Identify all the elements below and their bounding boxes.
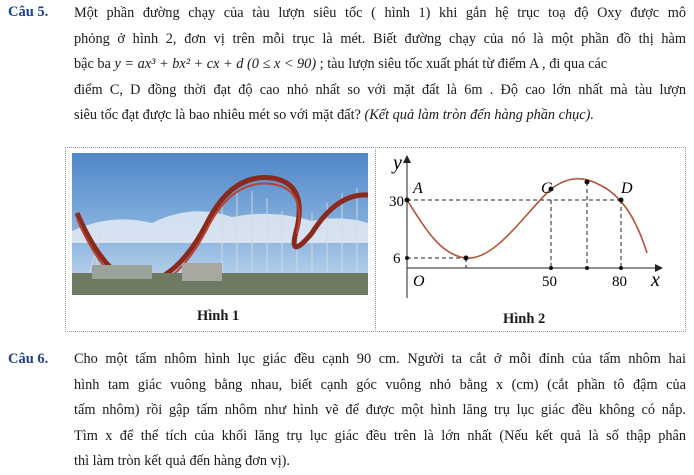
figure-2-caption: Hình 2 xyxy=(503,311,546,327)
q6-line-2: hình tam giác vuông bằng nhau, biết cạnh góc vuông nhỏ bằng x (cm) (cắt phần tô đậm của xyxy=(74,376,686,393)
q5-line-4: điểm C, D đồng thời đạt độ cao nhỏ nhất so với mặt đất là 6m . Độ cao lớn nhất mà tàu lượn xyxy=(74,81,686,98)
x-tick-80: 80 xyxy=(612,274,627,290)
q5-line-1: Một phần đường chạy của tàu lượn siêu tốc ( hình 1) khi gắn hệ trục toạ độ Oxy được mô xyxy=(74,5,686,21)
y-tick-6: 6 xyxy=(393,251,401,267)
question-6-label: Câu 6. xyxy=(8,351,49,367)
question-5-text xyxy=(74,1,686,129)
rounding-note: (Kết quả làm tròn đến hàng phần chục). xyxy=(364,107,594,123)
q5-line-2: phỏng ở hình 2, đơn vị trên mỗi trục là mét. Biết đường chạy của nó là một phần đồ thị hàm xyxy=(74,30,686,47)
question-5-label: Câu 5. xyxy=(8,4,49,20)
point-d-label: D xyxy=(621,180,633,197)
x-axis-label: x xyxy=(651,269,660,291)
cubic-graph xyxy=(385,153,670,298)
q6-line-4: Tìm x để thể tích của khối lăng trụ lục giác đều trên là lớn nhất (Nếu kết quả là số thập phân xyxy=(74,427,686,444)
q6-line-1: Cho một tấm nhôm hình lục giác đều cạnh 90 cm. Người ta cắt ở mỗi đỉnh của tấm nhôm hai xyxy=(74,351,686,367)
q5-line-3 xyxy=(74,52,686,78)
q6-line-5: thì làm tròn kết quả đến hàng đơn vị). xyxy=(74,453,291,469)
question-6-text xyxy=(74,347,686,475)
q6-line-3: tấm nhôm) rồi gập tấm nhôm như hình vẽ để được một hình lăng trụ lục giác đều không có nắp. xyxy=(74,402,686,418)
roller-coaster-photo xyxy=(72,153,368,295)
point-c-label: C xyxy=(541,180,552,197)
q5-line-3-end: ; tàu lượn siêu tốc xuất phát từ điểm A , đi qua các xyxy=(316,56,608,72)
y-axis-label: y xyxy=(393,153,402,174)
y-tick-30: 30 xyxy=(389,194,404,210)
q5-line-5-start: siêu tốc đạt được là bao nhiêu mét so với mặt đất? xyxy=(74,107,365,123)
figure-divider xyxy=(375,147,376,330)
q5-line-3-start: bậc ba xyxy=(74,56,115,72)
x-tick-50: 50 xyxy=(542,274,557,290)
origin-label: O xyxy=(413,273,425,290)
q5-line-5 xyxy=(74,103,686,129)
point-a-label: A xyxy=(413,180,423,197)
curve xyxy=(407,179,647,258)
figure-1-caption: Hình 1 xyxy=(197,308,240,324)
cubic-formula: y = ax³ + bx² + cx + d (0 ≤ x < 90) xyxy=(114,56,317,72)
